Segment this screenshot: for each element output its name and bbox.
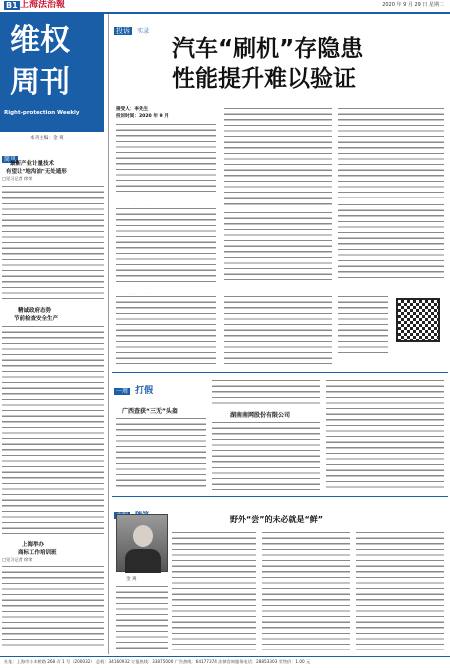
lower-rule	[112, 496, 448, 497]
brief-editor: □见习记者 徐荣	[2, 176, 33, 181]
crackdown-body-2b	[212, 420, 320, 490]
sidebar	[0, 14, 108, 654]
section-word: 实录	[137, 28, 150, 35]
qr-code	[396, 298, 440, 342]
section-heading	[114, 18, 149, 37]
page-label: B1	[6, 1, 18, 10]
footer-rule	[0, 656, 450, 657]
bottom-title-1: 上海举办	[22, 542, 45, 548]
brief-tag: 简讯	[4, 156, 17, 163]
masthead-subtitle: Right-protection Weekly	[4, 110, 80, 116]
bottom-title-2: 商标工作培训班	[18, 550, 57, 556]
article-col-1a	[116, 122, 216, 192]
sidebar-divider	[108, 14, 109, 654]
article-col-2a	[224, 106, 332, 206]
brief-title-2: 有望让"地沟油"无处遁形	[6, 169, 67, 175]
feature-col-3	[356, 530, 444, 650]
feature-photo	[116, 514, 168, 572]
issue-date: 2020 年 9 月 29 日 星期二	[382, 2, 444, 8]
lawyer-col-2	[224, 294, 332, 364]
masthead-title-1: 维权	[10, 23, 70, 58]
crackdown-body-3	[326, 378, 444, 490]
page-header	[0, 0, 450, 12]
sidebar-editor: 本刊主编：金 爽	[30, 136, 64, 141]
crackdown-item-1: 广西查获“三无”头盔	[122, 408, 178, 415]
bottom-editor: □见习记者 徐荣	[2, 557, 33, 562]
masthead-box	[0, 14, 104, 132]
brief-heading	[2, 146, 102, 163]
article-col-1b	[116, 206, 216, 282]
footer-text: 社址：上海市小木桥路 268 弄 1 号（200032） 总机：34160932 订报热线：33875000 广告热线：64177374 法律咨询服务电话：28853303 零售价：1.00 元	[4, 659, 311, 664]
crackdown-item-2: 湖南南网股份有限公司	[230, 412, 291, 419]
headline-2: 性能提升难以验证	[172, 66, 356, 92]
article-col-3a	[338, 106, 444, 198]
feature-title: 野外“尝”的未必就是“鲜”	[230, 515, 324, 524]
middle-body	[2, 324, 104, 534]
feature-col-0	[116, 584, 168, 650]
crackdown-tag: 一周	[116, 388, 129, 395]
portrait-head	[133, 525, 153, 547]
crackdown-body-2a	[212, 378, 320, 404]
feature-col-2	[262, 530, 350, 650]
lawyer-col-3	[338, 294, 388, 354]
crackdown-label: 打假	[135, 386, 154, 396]
byline-1: 接受人：李先生	[116, 107, 149, 112]
section-tag: 投诉	[116, 27, 130, 35]
crackdown-heading	[114, 378, 153, 397]
portrait-body	[125, 549, 161, 573]
feature-col-1	[172, 530, 256, 650]
lawyer-col-1	[116, 294, 216, 364]
bottom-body	[2, 564, 104, 650]
masthead-title-2: 周刊	[10, 65, 70, 100]
middle-title-2: 节前检查安全生产	[14, 316, 59, 322]
crackdown-section	[112, 376, 448, 494]
brief-body	[2, 184, 104, 302]
middle-title-1: 精诚政府态势	[18, 308, 52, 314]
feature-author: 金 爽	[126, 577, 137, 582]
article-col-2b	[224, 210, 332, 280]
brief-title-1: 最新产业计量技术	[10, 161, 55, 167]
crackdown-body-1	[116, 416, 206, 490]
main-article	[112, 14, 448, 368]
mid-rule	[112, 372, 448, 373]
paper-name: 上海法治報	[20, 0, 66, 10]
headline-1: 汽车“刷机”存隐患	[172, 36, 364, 62]
feature-section	[112, 500, 448, 654]
byline-2: 投诉时间：2020 年 9 月	[116, 114, 169, 119]
article-col-3b	[338, 202, 444, 280]
